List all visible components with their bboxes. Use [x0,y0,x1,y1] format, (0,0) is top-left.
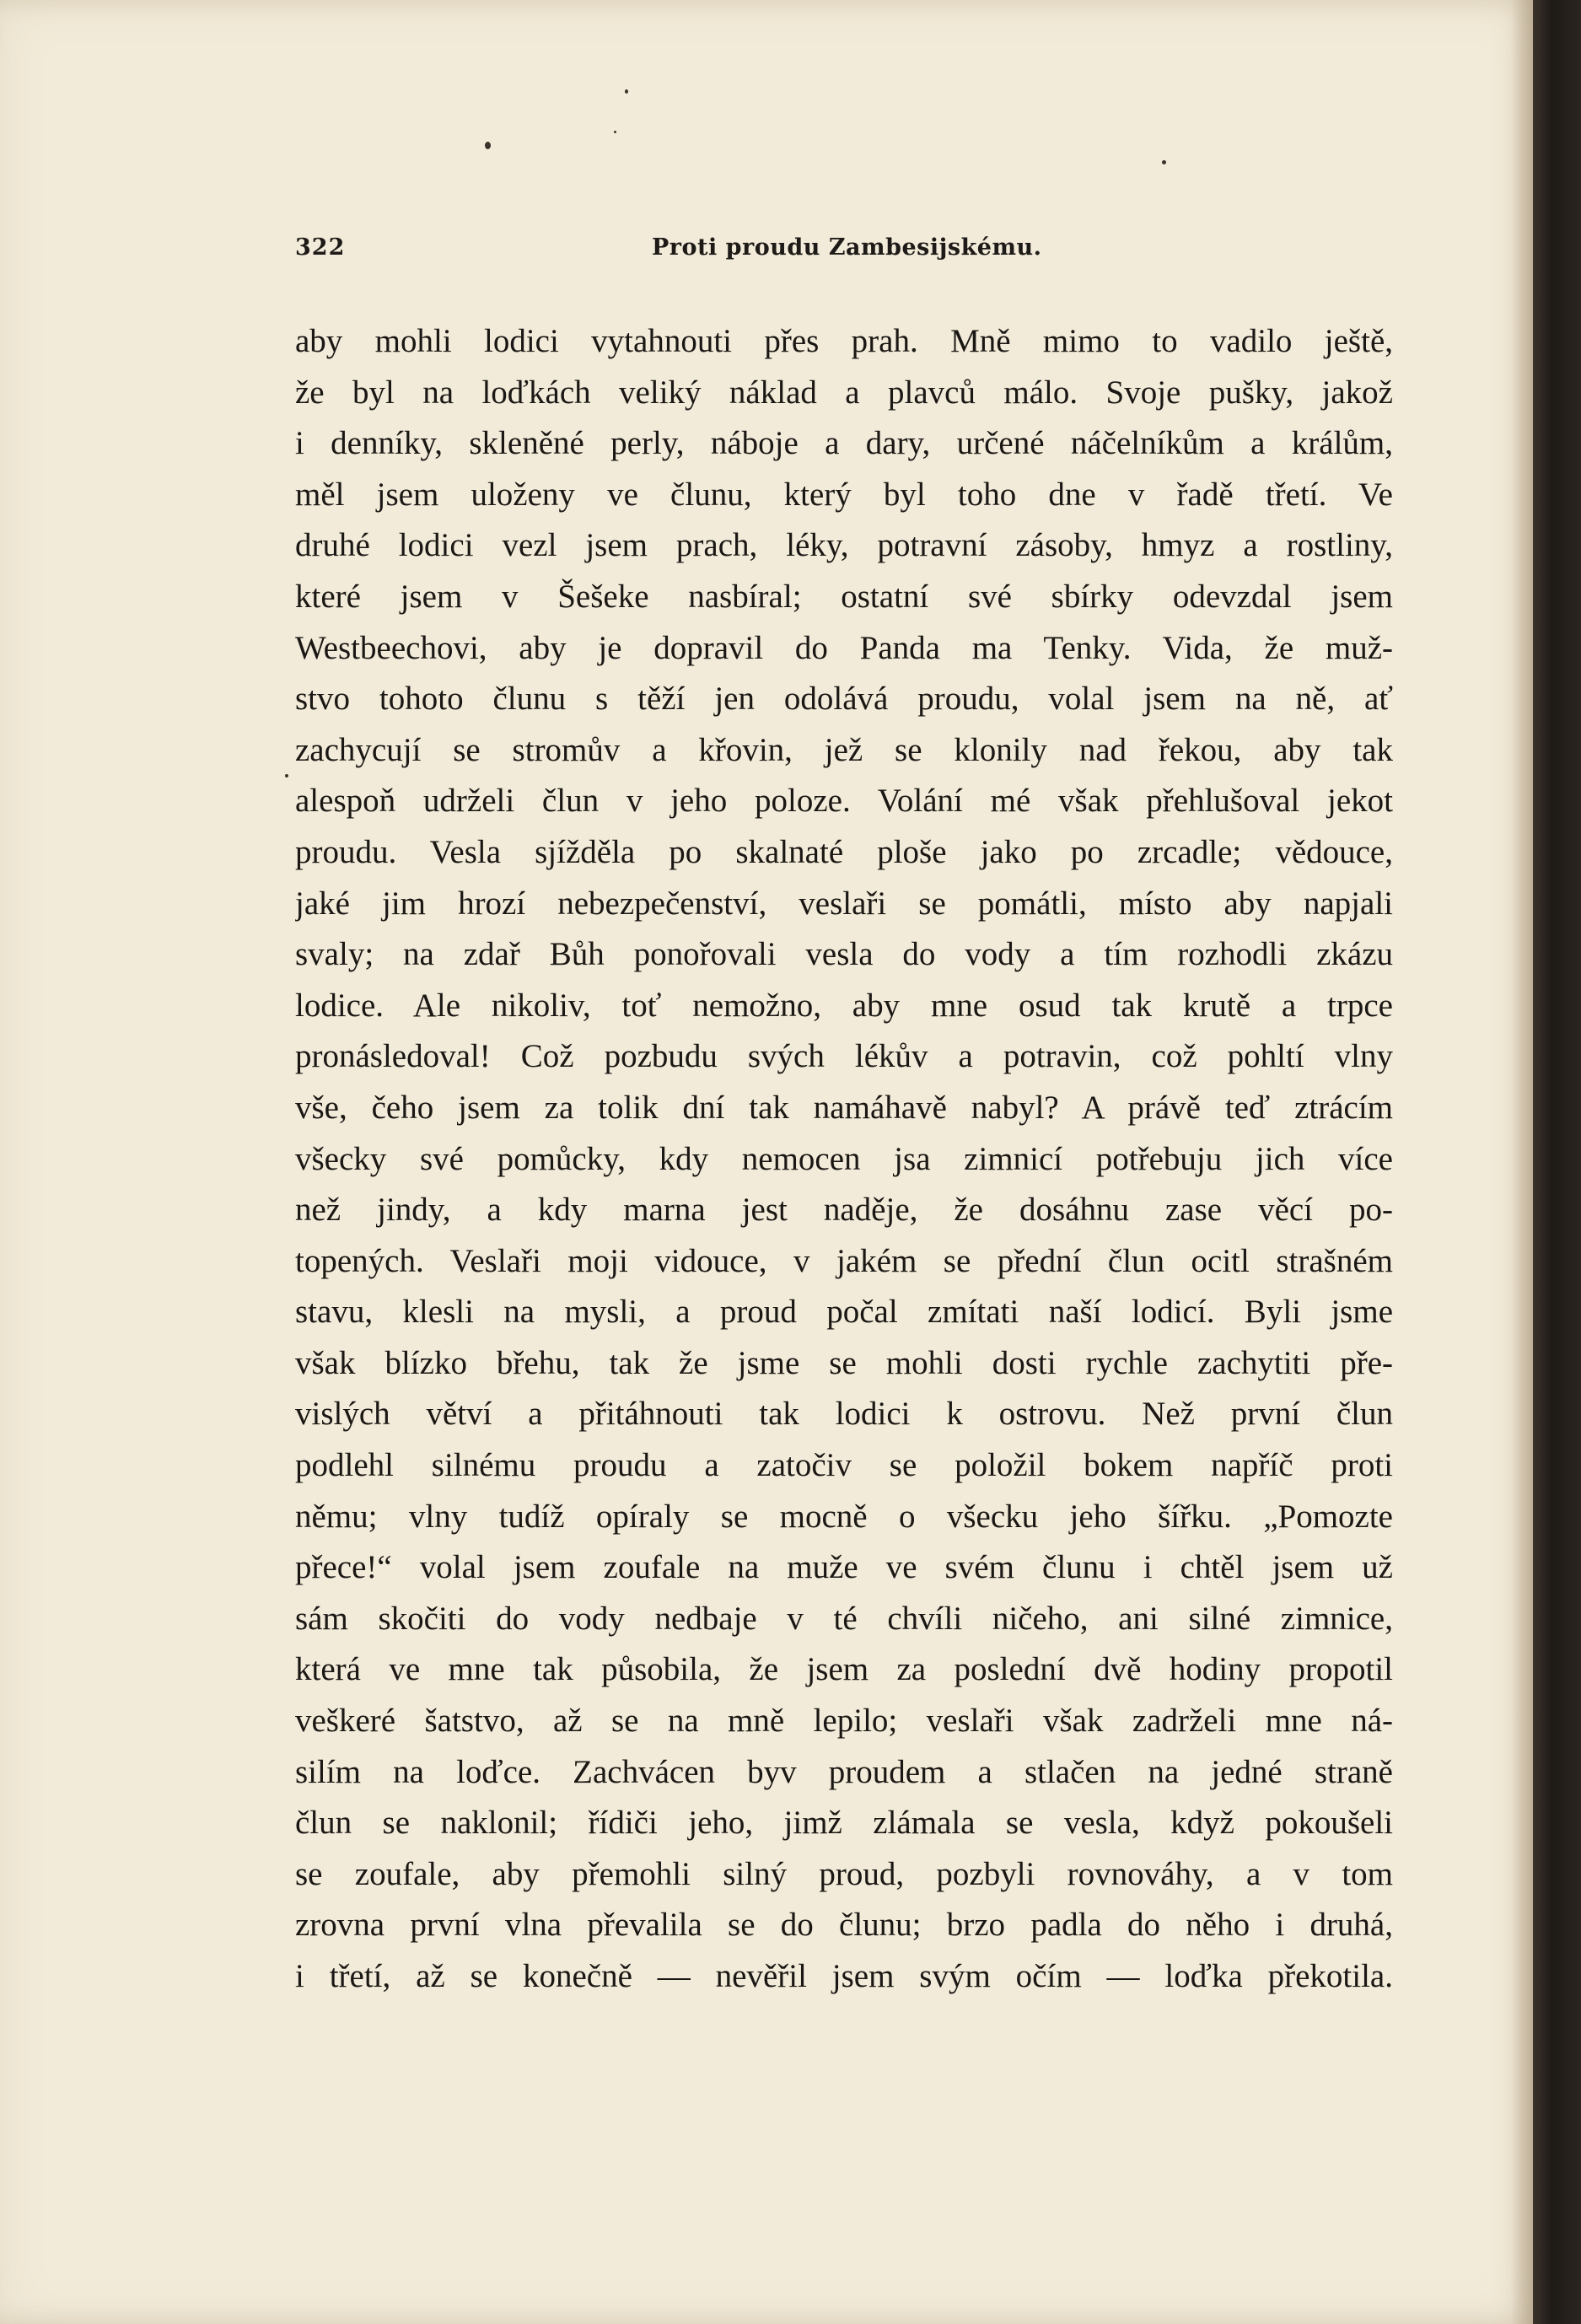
text-line: silím na loďce. Zachvácen byv proudem a stlačen na jedné straně [295,1753,1393,1790]
scan-background-edge [1533,0,1581,2324]
page-header [0,234,1533,268]
text-line: i denníky, skleněné perly, náboje a dary, určené náčelníkům a králům, [295,425,1393,462]
text-line: svaly; na zdař Bůh ponořovali vesla do vody a tím rozhodli zkázu [295,936,1393,973]
ink-speck [1162,160,1166,164]
text-line: které jsem v Šešeke nasbíral; ostatní své sbírky odevzdal jsem [295,578,1393,615]
text-line: všecky své pomůcky, kdy nemocen jsa zimnicí potřebuju jich více [295,1140,1393,1177]
text-line: měl jsem uloženy ve člunu, který byl toho dne v řadě třetí. Ve [295,476,1393,513]
page-edge-shadow [1511,0,1533,2324]
text-line: než jindy, a kdy marna jest naděje, že dosáhnu zase věcí po- [295,1192,1393,1229]
text-line: však blízko břehu, tak že jsme se mohli dosti rychle zachytiti pře- [295,1344,1393,1381]
text-line: stavu, klesli na mysli, a proud počal zmítati naší lodicí. Byli jsme [295,1294,1393,1331]
text-line: že byl na loďkách veliký náklad a plavců málo. Svoje pušky, jakož [295,374,1393,411]
text-line: se zoufale, aby přemohli silný proud, pozbyli rovnováhy, a v tom [295,1855,1393,1892]
text-line: přece!“ volal jsem zoufale na muže ve svém člunu i chtěl jsem už [295,1549,1393,1586]
text-line: veškeré šatstvo, až se na mně lepilo; veslaři však zadrželi mne ná- [295,1703,1393,1740]
text-line: jaké jim hrozí nebezpečenství, veslaři se pomátli, místo aby napjali [295,885,1393,922]
text-line: vislých větví a přitáhnouti tak lodici k ostrovu. Než první člun [295,1396,1393,1433]
text-line: stvo tohoto člunu s těží jen odolává proudu, volal jsem na ně, ať [295,681,1393,718]
text-line: druhé lodici vezl jsem prach, léky, potravní zásoby, hmyz a rostliny, [295,527,1393,564]
text-line: sám skočiti do vody nedbaje v té chvíli ničeho, ani silné zimnice, [295,1600,1393,1637]
ink-speck [285,774,288,777]
page-number: 322 [295,234,346,261]
text-line: zachycují se stromův a křovin, jež se klonily nad řekou, aby tak [295,731,1393,768]
text-line: topených. Veslaři moji vidouce, v jakém se přední člun ocitl strašném [295,1242,1393,1279]
text-line: podlehl silnému proudu a zatočiv se položil bokem napříč proti [295,1447,1393,1484]
text-line: proudu. Vesla sjížděla po skalnaté ploše jako po zrcadle; vědouce, [295,833,1393,870]
text-line: pronásledoval! Což pozbudu svých lékův a potravin, což pohltí vlny [295,1038,1393,1075]
text-line: vše, čeho jsem za tolik dní tak namáhavě nabyl? A právě teď ztrácím [295,1089,1393,1126]
text-line: němu; vlny tudíž opíraly se mocně o všecku jeho šířku. „Pomozte [295,1498,1393,1535]
body-text [295,316,1393,2003]
text-line: alespoň udrželi člun v jeho poloze. Volání mé však přehlušoval jekot [295,783,1393,820]
text-line: aby mohli lodici vytahnouti přes prah. Mně mimo to vadilo ještě, [295,323,1393,359]
text-line: která ve mne tak působila, že jsem za poslední dvě hodiny propotil [295,1651,1393,1688]
text-line: i třetí, až se konečně — nevěřil jsem svým očím — loďka překotila. [295,1958,1393,1994]
ink-speck [485,142,491,149]
ink-speck [614,131,616,133]
text-line: lodice. Ale nikoliv, toť nemožno, aby mne osud tak krutě a trpce [295,987,1393,1024]
ink-speck [625,89,628,94]
text-line: zrovna první vlna převalila se do člunu; brzo padla do něho i druhá, [295,1907,1393,1944]
text-line: Westbeechovi, aby je dopravil do Panda ma Tenky. Vida, že muž- [295,629,1393,666]
running-head: Proti proudu Zambesijskému. [652,234,1042,261]
text-line: člun se naklonil; řídiči jeho, jimž zlámala se vesla, když pokoušeli [295,1805,1393,1842]
